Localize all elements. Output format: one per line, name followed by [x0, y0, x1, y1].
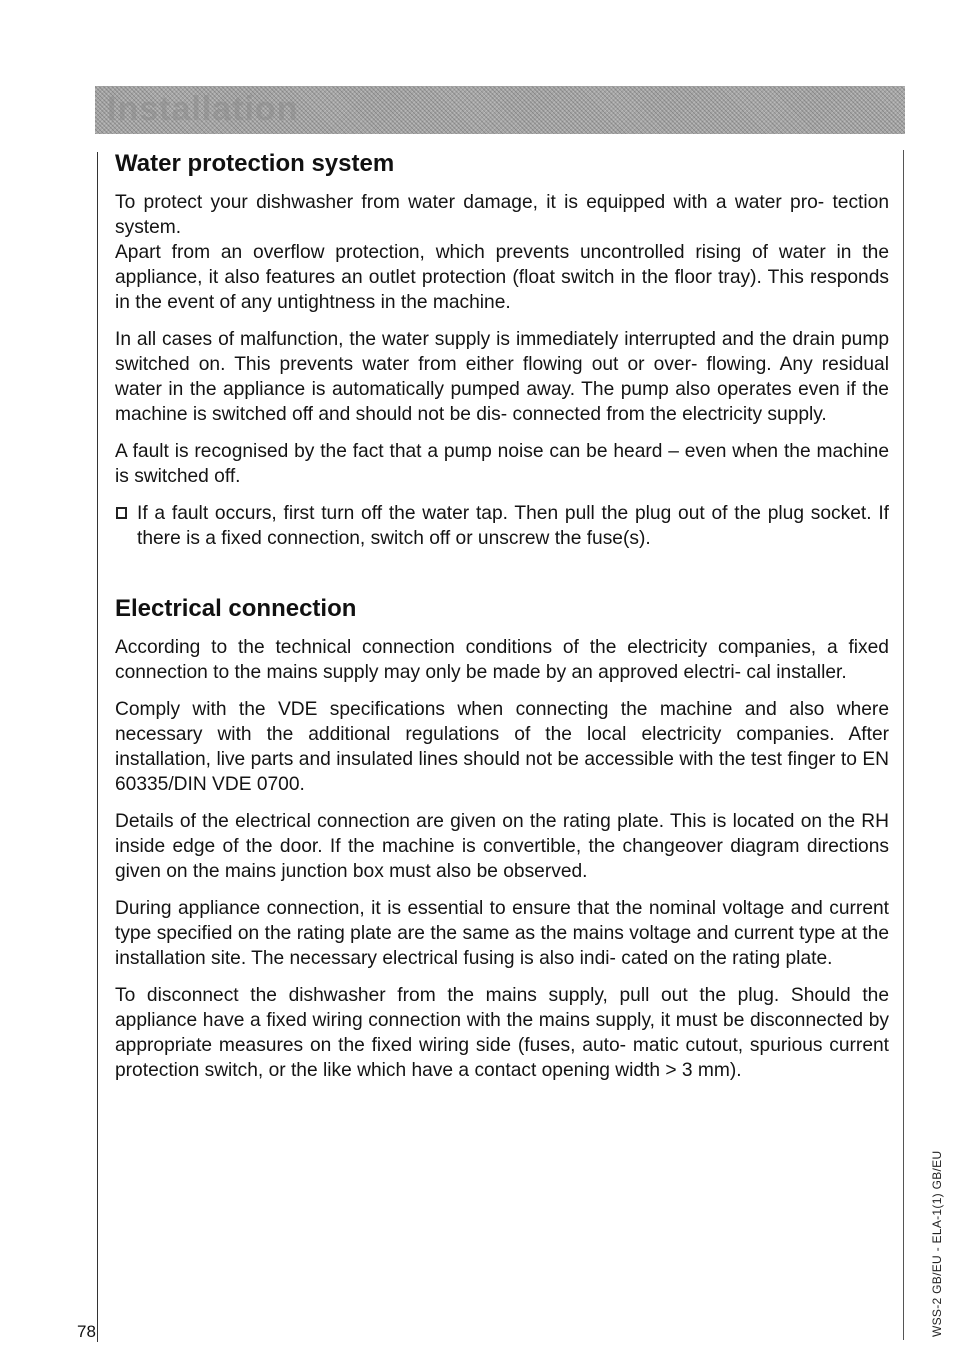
text-line: During appliance connection, it is essential to ensure that the nominal voltage and: [115, 898, 823, 919]
text-line: Apart from an overflow protection, which prevents uncontrolled rising of water in: [115, 242, 852, 263]
text-line: finger to EN 60335/DIN VDE 0700.: [115, 749, 889, 795]
electrical-paragraph-4: [115, 896, 889, 971]
page-number: 78: [77, 1322, 96, 1341]
text-line: Details of the electrical connection are given on the rating plate. This is located: [115, 811, 795, 832]
text-line: flowing. Any residual water in the appliance is automatically pumped away. The: [115, 354, 889, 400]
text-line: necessary with the additional regulations of the local electricity companies. After: [115, 724, 889, 745]
text-line: If a fault occurs, first turn off the water tap. Then pull the plug out of the plug: [137, 503, 804, 524]
text-line: current type at the installation site. The necessary electrical fusing is also indi-: [115, 923, 889, 969]
text-line: matic cutout, spurious current protection switch, or the like which have a: [115, 1035, 889, 1081]
right-margin-rule: [903, 150, 904, 1340]
electrical-connection-heading: Electrical connection: [115, 595, 357, 622]
text-line: machine is switched off.: [115, 441, 889, 487]
text-line: A fault is recognised by the fact that a pump noise can be heard – even when the: [115, 441, 811, 462]
text-line: connected from the electricity supply.: [512, 404, 827, 425]
water-protection-paragraph-1: [115, 190, 889, 315]
section-header-bar: [95, 86, 905, 134]
water-protection-paragraph-3: [115, 439, 889, 489]
text-line: cated on the rating plate.: [621, 948, 833, 969]
electrical-paragraph-2: [115, 697, 889, 797]
text-line: installation, live parts and insulated lines should not be accessible with the test: [115, 749, 782, 770]
fault-instruction-item: [115, 501, 889, 551]
electrical-paragraph-3: [115, 809, 889, 884]
text-line: In all cases of malfunction, the water supply is immediately interrupted and the: [115, 329, 787, 350]
text-line: drain pump switched on. This prevents water from either flowing out or over-: [115, 329, 889, 375]
text-line: fixed connection to the mains supply may only be made by an approved electri-: [115, 637, 889, 683]
checkbox-bullet-icon: [116, 507, 127, 519]
text-line: socket. If there is a fixed connection, switch off or unscrew the fuse(s).: [137, 503, 890, 549]
section-header-title: Installation: [107, 90, 299, 128]
text-line: the appliance have a fixed wiring connection with the mains supply, it must be: [115, 985, 889, 1031]
text-line: on the RH inside edge of the door. If the machine is convertible, the changeover: [115, 811, 889, 857]
text-line: According to the technical connection conditions of the electricity companies, a: [115, 637, 838, 658]
text-line: pump also operates even if the machine is switched off and should not be dis-: [115, 379, 889, 425]
electrical-paragraph-5: [115, 983, 889, 1083]
page-content: [115, 148, 889, 1083]
left-margin-rule: [97, 152, 98, 1342]
water-protection-paragraph-2: [115, 327, 889, 427]
text-line: This responds in the event of any untightness in the machine.: [115, 267, 889, 313]
text-line: cal installer.: [746, 662, 847, 683]
text-line: Comply with the VDE specifications when connecting the machine and also where: [115, 699, 889, 720]
text-line: To protect your dishwasher from water damage, it is equipped with a water pro-: [115, 192, 825, 213]
electrical-paragraph-1: [115, 635, 889, 685]
text-line: contact opening width > 3 mm).: [474, 1060, 742, 1081]
text-line: disconnected by appropriate measures on the fixed wiring side (fuses, auto-: [115, 1010, 889, 1056]
text-line: current type specified on the rating plate are the same as the mains voltage and: [115, 898, 889, 944]
document-code-vertical: WSS-2 GB/EU - ELA-1(1) GB/EU: [930, 1150, 944, 1337]
water-protection-heading: Water protection system: [115, 150, 395, 177]
text-line: tection system.: [115, 192, 889, 238]
text-line: the appliance, it also features an outlet protection (float switch in the floor tray).: [115, 242, 889, 288]
text-line: To disconnect the dishwasher from the mains supply, pull out the plug. Should: [115, 985, 851, 1006]
text-line: diagram directions given on the mains junction box must also be observed.: [115, 836, 889, 882]
